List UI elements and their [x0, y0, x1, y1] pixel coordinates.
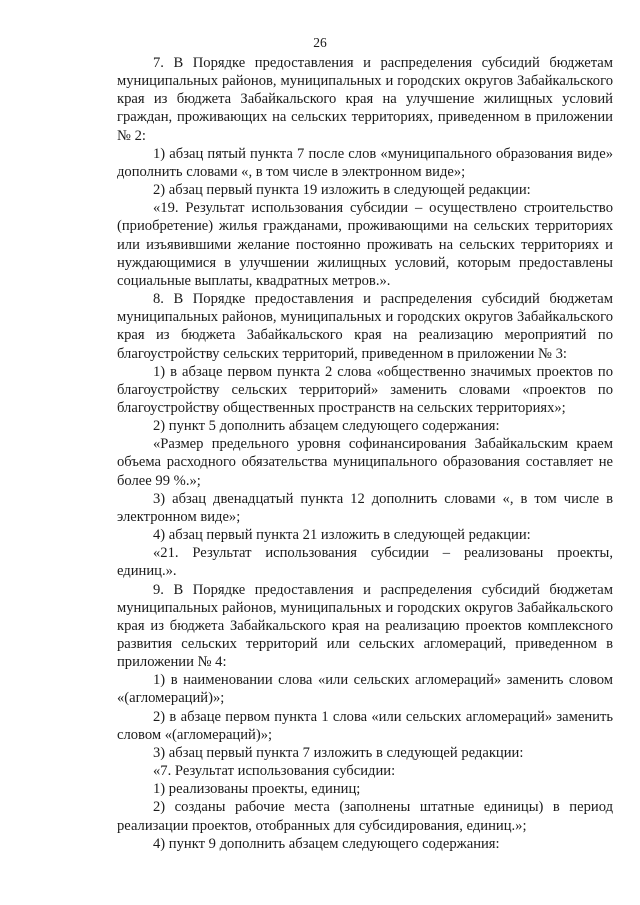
page-number: 26: [313, 35, 327, 50]
paragraph: 9. В Порядке предоставления и распределения субсидий бюджетам муниципальных районов, муниципальных и городских округов Забайкальского края из бюджета Забайкальского края на реализацию проектов комплексного развития сельских территорий или сельских агломераций, приведенном в приложении № 4:: [117, 581, 613, 671]
paragraph: 4) пункт 9 дополнить абзацем следующего содержания:: [153, 835, 500, 852]
paragraph: 1) в наименовании слова «или сельских агломераций» заменить словом «(агломераций)»;: [117, 672, 613, 707]
paragraph: 1) в абзаце первом пункта 2 слова «общественно значимых проектов по благоустройству сельских территорий» заменить словами «проектов по благоустройству общественных пространств на сельских территориях»;: [117, 363, 613, 416]
paragraph: «21. Результат использования субсидии – реализованы проекты, единиц.».: [117, 545, 613, 580]
paragraph: 7. В Порядке предоставления и распределения субсидий бюджетам муниципальных районов, муниципальных и городских округов Забайкальского края из бюджета Забайкальского края на улучшение жилищных условий граждан, проживающих на сельских территориях, приведенном в приложении № 2:: [117, 55, 613, 144]
paragraph: «Размер предельного уровня софинансирования Забайкальским краем объема расходного обязательства муниципального образования составляет не более 99 %.»;: [117, 436, 613, 489]
paragraph: 3) абзац первый пункта 7 изложить в следующей редакции:: [153, 744, 524, 761]
paragraph: 2) абзац первый пункта 19 изложить в следующей редакции:: [153, 182, 531, 199]
paragraph: «7. Результат использования субсидии:: [153, 763, 396, 780]
paragraph: «19. Результат использования субсидии – осуществлено строительство (приобретение) жилья гражданами, проживающими на сельских территориях или изъявившими желание постоянно проживать на сельских территориях и нуждающимися в улучшении жилищных условий, которым предоставлены социальные выплаты, квадратных метров.».: [117, 200, 613, 289]
paragraph: 1) абзац пятый пункта 7 после слов «муниципального образования виде» дополнить словами «, в том числе в электронном виде»;: [117, 145, 613, 180]
document-body: [117, 54, 613, 853]
paragraph: 3) абзац двенадцатый пункта 12 дополнить словами «, в том числе в электронном виде»;: [117, 490, 613, 525]
paragraph: 2) созданы рабочие места (заполнены штатные единицы) в период реализации проектов, отобранных для субсидирования, единиц.»;: [117, 799, 613, 834]
paragraph: 8. В Порядке предоставления и распределения субсидий бюджетам муниципальных районов, муниципальных и городских округов Забайкальского края из бюджета Забайкальского края на реализацию мероприятий по благоустройству сельских территорий, приведенном в приложении № 3:: [117, 291, 613, 362]
paragraph: 4) абзац первый пункта 21 изложить в следующей редакции:: [153, 527, 531, 544]
paragraph: 1) реализованы проекты, единиц;: [153, 781, 361, 798]
paragraph: 2) пункт 5 дополнить абзацем следующего содержания:: [153, 418, 500, 435]
paragraph: 2) в абзаце первом пункта 1 слова «или сельских агломераций» заменить словом «(агломераций)»;: [117, 708, 613, 743]
